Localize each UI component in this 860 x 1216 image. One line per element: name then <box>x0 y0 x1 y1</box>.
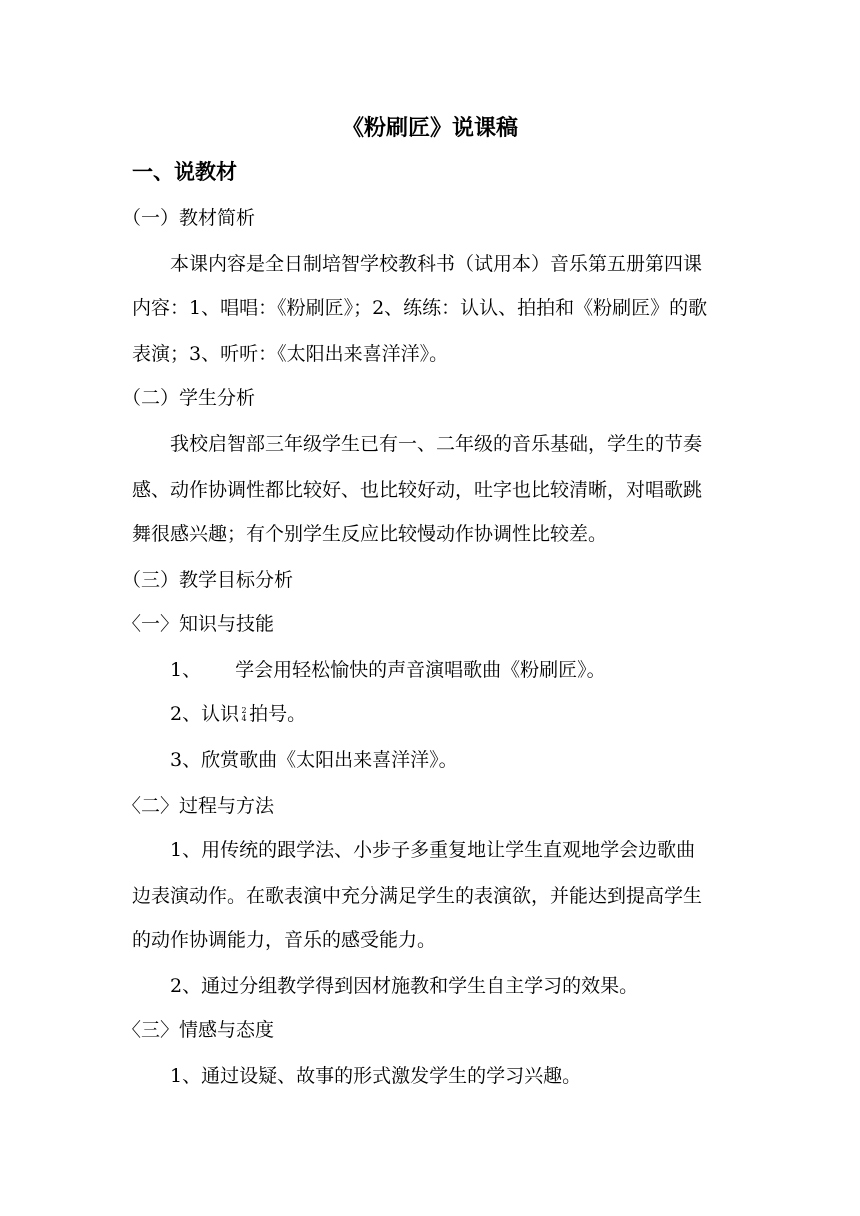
goal-item: 1、通过设疑、故事的形式激发学生的学习兴趣。 <box>170 1065 582 1087</box>
paragraph-line: 表演；3、听听：《太阳出来喜洋洋》。 <box>132 343 449 365</box>
section-heading-teaching-material: 一、说教材 <box>132 159 237 184</box>
paragraph-line: 内容：1、唱唱：《粉刷匠》；2、练练：认认、拍拍和《粉刷匠》的歌 <box>132 297 708 319</box>
document-title: 《粉刷匠》说课稿 <box>341 115 518 141</box>
paragraph-line: 1、用传统的跟学法、小步子多重复地让学生直观地学会边歌曲 <box>170 839 696 861</box>
goal-heading-emotion-attitude: 〈三〉情感与态度 <box>122 1019 275 1041</box>
subheading-student-analysis: （二）学生分析 <box>122 387 256 409</box>
paragraph-line: 边表演动作。在歌表演中充分满足学生的表演欲，并能达到提高学生 <box>132 885 703 907</box>
goal-item <box>170 656 732 684</box>
paragraph-line: 的动作协调能力，音乐的感受能力。 <box>132 929 437 951</box>
goal-heading-process-methods: 〈二〉过程与方法 <box>122 795 275 817</box>
paragraph-line: 感、动作协调性都比较好、也比较好动，吐字也比较清晰，对唱歌跳 <box>132 479 703 501</box>
goal-item-text: 2、认识 <box>170 703 240 725</box>
goal-item-text: 学会用轻松愉快的声音演唱歌曲《粉刷匠》。 <box>235 659 606 681</box>
paragraph-line: 我校启智部三年级学生已有一、二年级的音乐基础，学生的节奏 <box>170 433 703 455</box>
subheading-material-analysis: （一）教材简析 <box>122 207 256 229</box>
goal-item-number: 1、 <box>170 659 202 681</box>
fraction-numerator: 2 <box>241 706 247 715</box>
goal-item: 2、通过分组教学得到因材施教和学生自主学习的效果。 <box>170 975 639 997</box>
fraction-denominator: 4 <box>241 714 247 723</box>
subheading-objective-analysis: （三）教学目标分析 <box>122 569 294 591</box>
goal-item <box>170 700 732 728</box>
paragraph-line: 舞很感兴趣；有个别学生反应比较慢动作协调性比较差。 <box>132 523 608 545</box>
goal-item-text: 拍号。 <box>249 703 307 725</box>
time-signature-fraction <box>240 707 248 723</box>
paragraph-line: 本课内容是全日制培智学校教科书（试用本）音乐第五册第四课 <box>170 253 703 275</box>
goal-heading-knowledge-skills: 〈一〉知识与技能 <box>122 613 275 635</box>
goal-item: 3、欣赏歌曲《太阳出来喜洋洋》。 <box>170 749 458 771</box>
